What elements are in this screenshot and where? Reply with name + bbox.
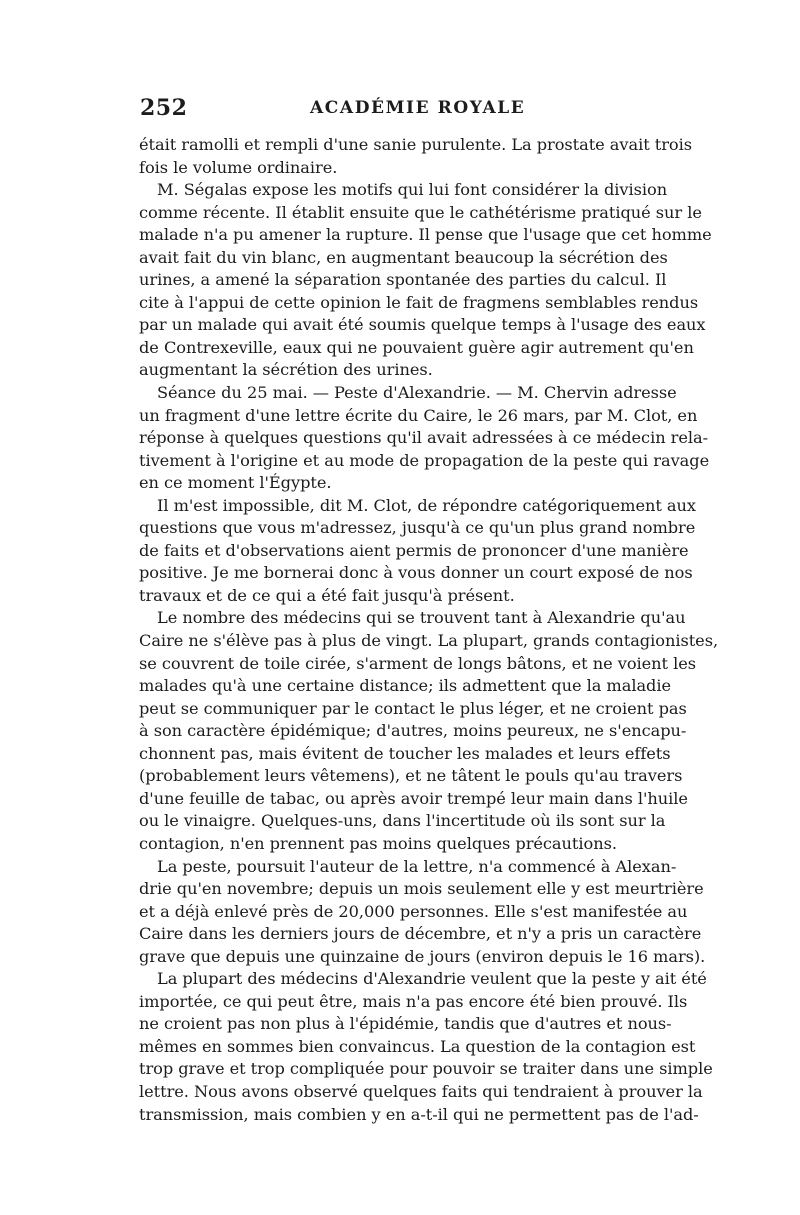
text-line: Séance du 25 mai. — Peste d'Alexandrie. — M. Chervin adresse: [157, 383, 677, 403]
text-line: La peste, poursuit l'auteur de la lettre, n'a commencé à Alexan-: [157, 856, 677, 876]
text-line: en ce moment l'Égypte.: [139, 473, 332, 493]
text-line: de Contrexeville, eaux qui ne pouvaient guère agir autrement qu'en: [139, 337, 694, 357]
text-line: transmission, mais combien y en a-t-il qui ne permettent pas de l'ad-: [139, 1104, 699, 1124]
text-line: réponse à quelques questions qu'il avait adressées à ce médecin rela-: [139, 428, 709, 448]
text-line: contagion, n'en prennent pas moins quelques précautions.: [139, 833, 617, 853]
text-line: augmentant la sécrétion des urines.: [139, 360, 433, 380]
text-line: se couvrent de toile cirée, s'arment de longs bâtons, et ne voient les: [139, 653, 697, 673]
text-line: ne croient pas non plus à l'épidémie, tandis que d'autres et nous-: [139, 1014, 672, 1034]
text-line: cite à l'appui de cette opinion le fait de fragmens semblables rendus: [139, 292, 699, 312]
text-line: chonnent pas, mais évitent de toucher les malades et leurs effets: [139, 743, 671, 763]
text-line: malades qu'à une certaine distance; ils admettent que la maladie: [139, 676, 672, 696]
text-line: importée, ce qui peut être, mais n'a pas encore été bien prouvé. Ils: [139, 991, 688, 1011]
text-line: trop grave et trop compliquée pour pouvoir se traiter dans une simple: [139, 1059, 713, 1079]
text-line: urines, a amené la séparation spontanée des parties du calcul. Il: [139, 270, 667, 290]
text-line: Caire dans les derniers jours de décembre, et n'y a pris un caractère: [139, 924, 702, 944]
text-line: travaux et de ce qui a été fait jusqu'à présent.: [139, 585, 515, 605]
text-line: La plupart des médecins d'Alexandrie veulent que la peste y ait été: [157, 969, 707, 989]
text-line: ou le vinaigre. Quelques-uns, dans l'incertitude où ils sont sur la: [139, 811, 666, 831]
text-line: avait fait du vin blanc, en augmentant beaucoup la sécrétion des: [139, 247, 668, 267]
page-header: [140, 95, 660, 129]
text-line: à son caractère épidémique; d'autres, moins peureux, ne s'encapu-: [139, 721, 687, 741]
text-line: et a déjà enlevé près de 20,000 personnes. Elle s'est manifestée au: [139, 901, 688, 921]
text-line: Caire ne s'élève pas à plus de vingt. La plupart, grands contagionistes,: [139, 631, 719, 651]
body-text: [139, 134, 719, 1126]
text-line: Il m'est impossible, dit M. Clot, de répondre catégoriquement aux: [157, 495, 696, 515]
text-line: de faits et d'observations aient permis de prononcer d'une manière: [139, 540, 689, 560]
text-line: (probablement leurs vêtemens), et ne tâtent le pouls qu'au travers: [139, 766, 683, 786]
running-head: ACADÉMIE ROYALE: [310, 98, 526, 118]
text-line: Le nombre des médecins qui se trouvent tant à Alexandrie qu'au: [157, 608, 686, 628]
text-line: drie qu'en novembre; depuis un mois seulement elle y est meurtrière: [139, 879, 704, 899]
text-line: était ramolli et rempli d'une sanie purulente. La prostate avait trois: [139, 135, 693, 154]
text-line: fois le volume ordinaire.: [139, 157, 338, 177]
text-line: grave que depuis une quinzaine de jours (environ depuis le 16 mars).: [139, 946, 706, 966]
text-line: M. Ségalas expose les motifs qui lui font considérer la division: [157, 180, 668, 200]
text-line: peut se communiquer par le contact le plus léger, et ne croient pas: [139, 698, 687, 718]
text-line: d'une feuille de tabac, ou après avoir trempé leur main dans l'huile: [139, 788, 688, 808]
text-line: tivement à l'origine et au mode de propagation de la peste qui ravage: [139, 450, 710, 470]
text-line: questions que vous m'adressez, jusqu'à ce qu'un plus grand nombre: [139, 518, 696, 538]
page-number: 252: [140, 95, 188, 121]
text-line: comme récente. Il établit ensuite que le cathétérisme pratiqué sur le: [139, 202, 702, 222]
text-line: un fragment d'une lettre écrite du Caire, le 26 mars, par M. Clot, en: [139, 405, 698, 425]
text-line: lettre. Nous avons observé quelques faits qui tendraient à prouver la: [139, 1081, 703, 1101]
text-line: mêmes en sommes bien convaincus. La question de la contagion est: [139, 1036, 696, 1056]
text-line: malade n'a pu amener la rupture. Il pense que l'usage que cet homme: [139, 225, 712, 245]
text-line: par un malade qui avait été soumis quelque temps à l'usage des eaux: [139, 315, 706, 335]
text-line: positive. Je me bornerai donc à vous donner un court exposé de nos: [139, 563, 693, 583]
